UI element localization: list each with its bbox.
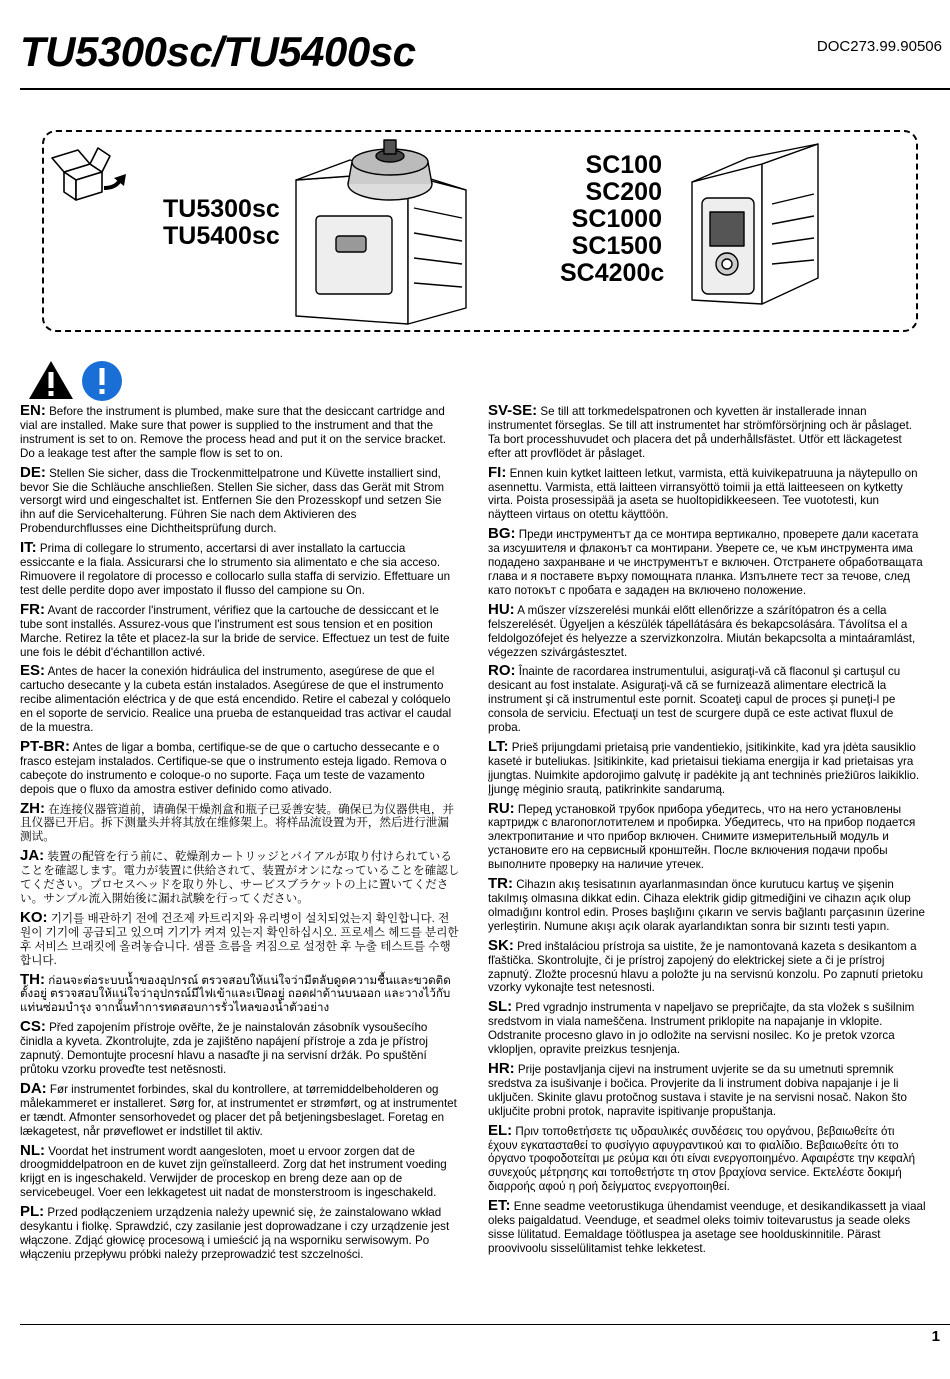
instruction-paragraph (488, 1000, 926, 1057)
instruction-paragraph (488, 600, 926, 660)
instruction-text: Înainte de racordarea instrumentului, asiguraţi-vă că flaconul şi cartuşul cu desicant au fost instalate. Asiguraţi-vă că se furnizează alimentare electrică la instrument şi că instrumentul este pornit. Scoateţi capul de proces şi puneţi-l pe consola de serviciu. Efectuaţi un test de scurgere după ce este activat fluxul de proba. (488, 665, 901, 735)
instruction-text: Przed podłączeniem urządzenia należy upewnić się, że zainstalowano wkład desykantu i fiolkę. Sprawdzić, czy zasilanie jest doprowadzane i czy urządzenie jest włączone. Zdjąć głowicę procesową i umieścić ją na wsporniku serwisowym. Po włączeniu przepływu próbki należy przeprowadzić test szczelności. (20, 1206, 450, 1261)
instruction-paragraph (20, 849, 460, 906)
instruction-text: Enne seadme veetorustikuga ühendamist veenduge, et desikandikassett ja viaal oleks paigaldatud. Veenduge, et seadmel oleks toimiv toitevarustus ja seade oleks sisse lülitatud. Eemaldage töötluspea ja asetage see hoolduskinnitile. Pärast proovivoolu sisselülitamist tehke lekketest. (488, 1200, 926, 1255)
language-code: SL: (488, 998, 513, 1016)
turbidimeter-illustration (296, 138, 472, 328)
instruction-paragraph (488, 664, 926, 735)
instruction-text: Før instrumentet forbindes, skal du kontrollere, at tørremiddelbeholderen og målekammeret er installeret. Sørg for, at instrumentet er strømført, og at instrumentet er tændt. Afmonter sensorhovedet og placer det på betjeningsbeslaget. Foretag en lækagetest, når prøveflowet er indstillet til aktiv. (20, 1082, 457, 1138)
left-column (20, 404, 460, 1267)
language-code: DA: (20, 1079, 47, 1097)
language-code: TR: (488, 875, 513, 893)
warning-icon (28, 360, 74, 400)
language-code: DE: (20, 463, 46, 481)
controller-labels (560, 151, 665, 287)
instruction-text: Voordat het instrument wordt aangesloten, moet u ervoor zorgen dat de droogmiddelpatroon en de kuvet zijn geïnstalleerd. Zorg dat het instrument voeding krijgt en is ingeschakeld. Verwijder de proceskop en breng deze aan op de servicebeugel. Voer een lekkagetest uit nadat de monsterstroom is ingeschakeld. (20, 1144, 447, 1200)
instrument-labels (163, 196, 280, 250)
instruction-text: Se till att torkmedelspatronen och kyvetten är installerade innan instrumentet förseglas. Se till att instrumentet har strömförsörjning och är påslaget. Ta bort processhuvudet och placera det på underhållsfästet. Utför ett läckagetest efter att provflödet är påslaget. (488, 405, 913, 460)
instruction-text: Преди инструментът да се монтира вертикално, проверете дали касетата за изсушителя и флаконът са монтирани. Уверете се, че към инструмента има подадено захранване и че инструментът е включен. Отстранете обработващата глава и я поставете върху помощната планка. Изпълнете тест за течове, след като потокът с пробата е зададен на включено положение. (488, 528, 923, 597)
instruction-paragraph (488, 799, 926, 873)
controller-illustration (692, 144, 822, 310)
document-number: DOC273.99.90506 (816, 38, 942, 55)
instruction-text: Před zapojením přístroje ověřte, že je nainstalován zásobník vysoušecího činidla a kyveta. Zkontrolujte, zda je zajištěno napájení přístroje a zda je přístroj zapnutý. Demontujte procesní hlavu a nasaďte ji na servisní držák. Po spuštění průtoku vzorku proveďte test netěsnosti. (20, 1021, 428, 1076)
instruction-text: 기기를 배관하기 전에 건조제 카트리지와 유리병이 설치되었는지 확인합니다. 전원이 기기에 공급되고 있으며 기기가 켜져 있는지 확인하십시오. 프로세스 헤드를 분리한 후 서비스 브래킷에 올려놓습니다. 샘플 흐름을 켜짐으로 설정한 후 누출 테스트를 수행합니다. (20, 911, 459, 967)
language-code: FI: (488, 463, 507, 481)
controller-label-2: SC200 (585, 178, 662, 206)
document-title: TU5300sc/TU5400sc (20, 28, 416, 75)
language-code: PT-BR: (20, 737, 70, 755)
instruction-paragraph (20, 1141, 460, 1201)
language-code: KO: (20, 908, 48, 926)
language-code: ES: (20, 662, 46, 680)
language-code: RU: (488, 799, 515, 817)
instruction-paragraph (20, 1020, 460, 1077)
language-code: EL: (488, 1121, 513, 1139)
language-code: CS: (20, 1018, 46, 1036)
instruction-paragraph (20, 737, 460, 797)
instruction-text: Πριν τοποθετήσετε τις υδραυλικές συνδέσεις του οργάνου, βεβαιωθείτε ότι έχουν εγκατασταθεί το φυσίγγιο αφυγραντικού και το φιαλίδιο. Βεβαιωθείτε ότι το όργανο τροφοδοτείται με ρεύμα και ότι είναι ενεργοποιημένο. Αφαιρέστε την κεφαλή συνεχούς μέτρησης και τοποθετήστε τη στον βραχίονα service. Εκτελέστε δοκιμή διαρροής αφού η ροή δείγματος ενεργοποιηθεί. (488, 1124, 916, 1194)
instruction-text: A műszer vízszerelési munkái előtt ellenőrizze a szárítópatron és a cella felszerelését. Ügyeljen a készülék tápellátására és bekapcsolására. Távolítsa el a feldolgozófejet és helyezze a szervizkonzolra. Miután bekapcsolta a mintaáramlást, végezzen szivárgástesztet. (488, 603, 916, 659)
instrument-label-1: TU5300sc (163, 195, 280, 223)
language-code: RO: (488, 662, 516, 680)
instruction-text: Prieš prijungdami prietaisą prie vandentiekio, įsitikinkite, kad yra įdėta sausiklio kasetė ir buteliukas. Įsitikinkite, kad prietaisui tiekiama energija ir kad prietaisas yra įjungtas. Nuimkite apdorojimo galvutę ir padėkite ją ant techninės priežiūros laikiklio. Įjungę mėginio srautą, patikrinkite sandarumą. (488, 740, 920, 796)
instruction-paragraph (488, 527, 926, 598)
language-code: HU: (488, 600, 515, 618)
instruction-text: Pred vgradnjo instrumenta v napeljavo se prepričajte, da sta vložek s sušilnim sredstvom in viala nameščena. Instrument priklopite na napajanje in vklopite. Odstranite procesno glavo in jo odložite na servisni nosilec. Ko je pretok vzorca vklopljen, opravite preizkus tesnjenja. (488, 1001, 915, 1057)
language-code: SV-SE: (488, 402, 538, 419)
instruction-text: 装置の配管を行う前に、乾燥剤カートリッジとバイアルが取り付けられていることを確認します。電力が装置に供給されて、装置がオンになっていることを確認してください。プロセスヘッドを取り外し、サービスブラケットの上に置いてください。サンプル流入開始後に漏れ試験を行ってください。 (20, 850, 460, 905)
instruction-text: Before the instrument is plumbed, make sure that the desiccant cartridge and vial are installed. Make sure that power is supplied to the instrument and that the instrument is set to on. Remove the process head and put it on the service bracket. Do a leakage test after the sample flow is set to on. (20, 405, 446, 460)
instruction-paragraph (488, 1059, 926, 1119)
instruction-paragraph (20, 908, 460, 968)
language-code: SK: (488, 936, 514, 954)
language-code: ET: (488, 1197, 511, 1215)
instruction-paragraph (20, 970, 460, 1016)
instruction-text: Перед установкой трубок прибора убедитесь, что на него установлены картридж с влагопоглотителем и пробирка. Убедитесь, что на прибор подается электропитание и что прибор включен. Снимите измерительный модуль и установите его на сервисный кронштейн. После включения подачи пробы выполните проверку на наличие утечек. (488, 802, 916, 872)
instrument-label-2: TU5400sc (163, 222, 280, 250)
language-code: FR: (20, 600, 45, 618)
instruction-paragraph (488, 1121, 926, 1195)
page-number: 1 (931, 1328, 940, 1345)
language-code: BG: (488, 525, 516, 543)
instruction-text: Avant de raccorder l'instrument, vérifiez que la cartouche de dessiccant et le tube sont installés. Assurez-vous que l'instrument est sous tension et en position Marche. Retirez la tête et placez-la sur la bride de service. Effectuez un test de fuite une fois le débit d'échantillon activé. (20, 603, 450, 659)
controller-label-3: SC1000 (571, 205, 662, 233)
instruction-paragraph (20, 600, 460, 660)
instruction-text: Pred inštaláciou prístroja sa uistite, že je namontovaná kazeta s desikantom a fľaštička. Skontrolujte, či je prístroj zapojený do elektrickej siete a či je prístroj zapnutý. Zložte procesnú hlavu a položte ju na servisnú konzolu. Po zapnutí prietoku vzorky vykonajte test netesnosti. (488, 939, 924, 995)
instruction-text: Cihazın akış tesisatının ayarlanmasından önce kurutucu kartuş ve şişenin takılmış olmasına dikkat edin. Cihaza elektrik gidip gitmediğini ve cihazın açık olup olmadığını kontrol edin. Proses başlığını çıkarın ve servis bağlantı parçasının üzerine yerleştirin. Numune akışı açık olarak ayarlandıktan sonra bir sızıntı testi yapın. (488, 878, 925, 933)
header-rule (20, 88, 950, 90)
instruction-paragraph (488, 877, 926, 934)
controller-label-4: SC1500 (571, 232, 662, 260)
instruction-text: Prije postavljanja cijevi na instrument uvjerite se da su umetnuti spremnik sredstva za isušivanje i bočica. Provjerite da li instrument dobiva napajanje i je li uključen. Skinite glavu protočnog sustava i stavite je na servisni nosač. Nakon što uključite probni protok, napravite ispitivanje propuštanja. (488, 1062, 907, 1118)
instruction-paragraph (20, 541, 460, 598)
instruction-text: Ennen kuin kytket laitteen letkut, varmista, että kuivikepatruuna ja näytepullo on asennettu. Varmista, että laitteen virransyöttö toimii ja että laitteeseen on kytketty virta. Poista prosessipää ja aseta se huoltopidikkeeseen. Tee vuototesti, kun näytteen virtaus on otettu käyttöön. (488, 466, 918, 522)
instruction-text: Stellen Sie sicher, dass die Trockenmittelpatrone und Küvette installiert sind, bevor Sie die Schläuche anschließen. Stellen Sie sicher, dass das Gerät mit Strom versorgt wird und eingeschaltet ist. Entfernen Sie den Prozesskopf und setzen Sie ihn auf die Servicehalterung. Führen Sie nach dem Aktivieren des Probendurchflusses eine Dichtheitsprüfung durch. (20, 466, 445, 536)
language-code: NL: (20, 1141, 45, 1159)
instruction-paragraph (20, 463, 460, 537)
instruction-paragraph (20, 1205, 460, 1262)
language-code: EN: (20, 402, 46, 419)
instruction-text: ก่อนจะต่อระบบน้ำของอุปกรณ์ ตรวจสอบให้แน่ใจว่ามีตลับดูดความชื้นและขวดติดตั้งอยู่ ตรวจสอบให้แน่ใจว่าอุปกรณ์มีไฟเข้าและเปิดอยู่ ถอดฝาด้านบนออก และวางไว้กับแท่นซ่อมบำรุง จากนั้นทำการทดสอบการรั่วไหลของน้ำตัวอย่าง (20, 973, 451, 1015)
right-column (488, 404, 926, 1261)
instruction-text: Antes de ligar a bomba, certifique-se de que o cartucho dessecante e o frasco estejam instalados. Certifique-se que o instrumento esteja ligado. Remova o cabeçote do instrumento e coloque-o no suporte. Faça um teste de vazamento depois que o fluxo da amostra estiver definido como ativado. (20, 740, 447, 796)
instruction-paragraph (488, 463, 926, 523)
instruction-text: Antes de hacer la conexión hidráulica del instrumento, asegúrese de que el cartucho desecante y la cubeta están instalados. Asegúrese de que el instrumento recibe alimentación eléctrica y de que está encendido. Retire el cabezal y colóquelo en el soporte de servicio. Realice una prueba de estanqueidad tras activar el caudal de la muestra. (20, 665, 452, 735)
instruction-paragraph (20, 799, 460, 845)
instruction-text: Prima di collegare lo strumento, accertarsi di aver installato la cartuccia essiccante e la fiala. Assicurarsi che lo strumento sia alimentato e che sia acceso. Rimuovere il regolatore di processo e collocarlo sulla staffa di servizio. Effettuare un test delle perdite dopo aver impostato il flusso del campione su On. (20, 542, 451, 597)
instruction-paragraph (488, 1199, 926, 1256)
controller-label-1: SC100 (585, 151, 662, 179)
language-code: IT: (20, 539, 37, 557)
language-code: TH: (20, 970, 45, 988)
footer-rule (20, 1324, 950, 1325)
controller-label-5: SC4200c (560, 259, 665, 287)
instruction-paragraph (20, 1079, 460, 1139)
instruction-paragraph (488, 404, 926, 461)
language-code: JA: (20, 847, 45, 865)
language-code: ZH: (20, 799, 45, 817)
info-icon (81, 360, 123, 402)
language-code: HR: (488, 1059, 515, 1077)
instruction-text: 在连接仪器管道前，请确保干燥剂盒和瓶子已妥善安装。确保已为仪器供电，并且仪器已开启。拆下测量头并将其放在维修架上。将样品流设置为开，然后进行泄漏测试。 (20, 802, 455, 844)
instruction-paragraph (488, 737, 926, 797)
instruction-paragraph (20, 664, 460, 735)
unpack-box-icon (50, 138, 130, 206)
instruction-paragraph (20, 404, 460, 461)
instruction-paragraph (488, 936, 926, 996)
language-code: PL: (20, 1203, 45, 1221)
language-code: LT: (488, 737, 509, 755)
